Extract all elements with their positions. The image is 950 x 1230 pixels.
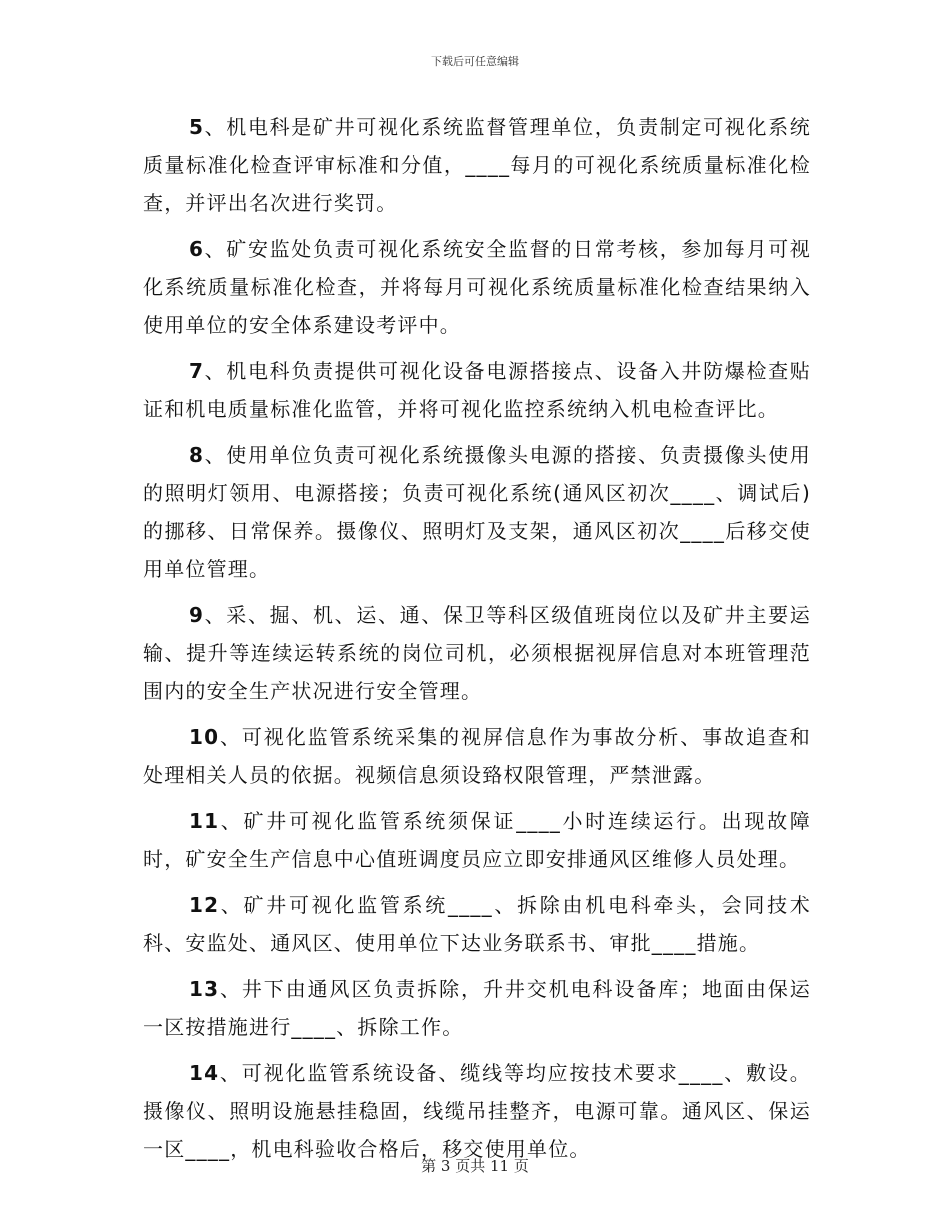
paragraph-number: 12 <box>189 893 220 917</box>
paragraph-13 <box>143 970 811 1046</box>
paragraph-text: 、矿安监处负责可视化系统安全监督的日常考核，参加每月可视化系统质量标准化检查，并将每月可视化系统质量标准化检查结果纳入使用单位的安全体系建设考评中。 <box>143 237 811 337</box>
paragraph-text: 、矿井可视化监管系统须保证____小时连续运行。出现故障时，矿安全生产信息中心值班调度员应立即安排通风区维修人员处理。 <box>143 809 811 871</box>
page-number-footer: 第 3 页共 11 页 <box>421 1157 529 1175</box>
paragraph-7 <box>143 352 811 428</box>
paragraph-number: 14 <box>189 1061 220 1085</box>
page-header-note: 下载后可任意编辑 <box>431 55 519 68</box>
paragraph-number: 5 <box>189 115 205 139</box>
paragraph-number: 10 <box>189 725 220 749</box>
paragraph-5 <box>143 108 811 222</box>
paragraph-number: 13 <box>189 977 220 1001</box>
paragraph-number: 9 <box>189 603 205 627</box>
paragraph-number: 11 <box>189 809 220 833</box>
paragraph-text: 、采、掘、机、运、通、保卫等科区级值班岗位以及矿井主要运输、提升等连续运转系统的岗位司机，必须根据视屏信息对本班管理范围内的安全生产状况进行安全管理。 <box>143 603 811 703</box>
paragraph-text: 、机电科负责提供可视化设备电源搭接点、设备入井防爆检查贴证和机电质量标准化监管，并将可视化监控系统纳入机电检查评比。 <box>143 359 811 421</box>
paragraph-number: 8 <box>189 443 205 467</box>
paragraph-text: 、可视化监管系统采集的视屏信息作为事故分析、事故追查和处理相关人员的依据。视频信息须设臵权限管理，严禁泄露。 <box>143 725 811 787</box>
paragraph-text: 、矿井可视化监管系统____、拆除由机电科牵头，会同技术科、安监处、通风区、使用单位下达业务联系书、审批____措施。 <box>143 893 811 955</box>
document-body <box>143 108 811 1176</box>
paragraph-number: 6 <box>189 237 205 261</box>
paragraph-text: 、使用单位负责可视化系统摄像头电源的搭接、负责摄像头使用的照明灯领用、电源搭接；负责可视化系统(通风区初次____、调试后)的挪移、日常保养。摄像仪、照明灯及支架，通风区初次____后移交使用单位管理。 <box>143 443 811 581</box>
paragraph-text: 、机电科是矿井可视化系统监督管理单位，负责制定可视化系统质量标准化检查评审标准和分值，____每月的可视化系统质量标准化检查，并评出名次进行奖罚。 <box>143 115 811 215</box>
paragraph-9 <box>143 596 811 710</box>
paragraph-8 <box>143 436 811 588</box>
paragraph-11 <box>143 802 811 878</box>
paragraph-10 <box>143 718 811 794</box>
paragraph-14 <box>143 1054 811 1168</box>
paragraph-number: 7 <box>189 359 205 383</box>
paragraph-text: 、可视化监管系统设备、缆线等均应按技术要求____、敷设。摄像仪、照明设施悬挂稳固，线缆吊挂整齐，电源可靠。通风区、保运一区____，机电科验收合格后，移交使用单位。 <box>143 1061 811 1161</box>
paragraph-12 <box>143 886 811 962</box>
paragraph-text: 、井下由通风区负责拆除，升井交机电科设备库；地面由保运一区按措施进行____、拆除工作。 <box>143 977 811 1039</box>
paragraph-6 <box>143 230 811 344</box>
